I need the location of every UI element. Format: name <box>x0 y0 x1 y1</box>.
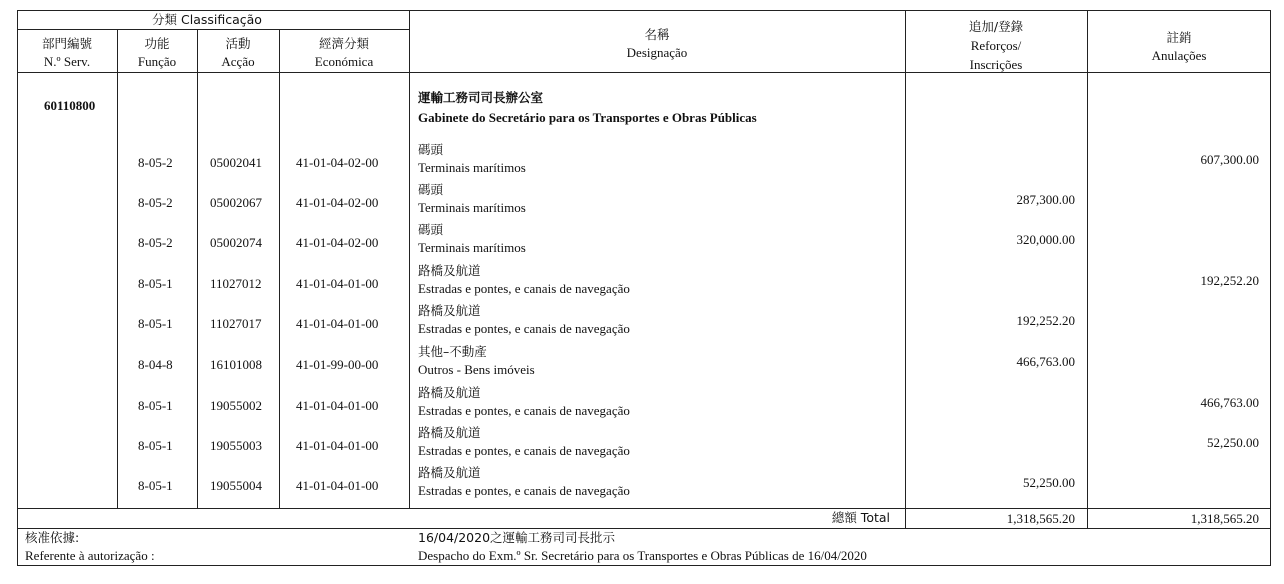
cell-annulment: 607,300.00 <box>1200 152 1259 167</box>
reinf-header-pt2: Inscrições <box>969 57 1023 72</box>
cell-economic: 41-01-04-02-00 <box>296 155 379 170</box>
cell-action: 19055002 <box>210 398 262 413</box>
cell-name-pt: Terminais marítimos <box>418 200 526 215</box>
cell-economic: 41-01-04-01-00 <box>296 398 379 413</box>
cell-action: 11027017 <box>210 316 262 331</box>
func-header-pt: Função <box>137 54 177 69</box>
cell-function: 8-05-1 <box>138 398 173 413</box>
cell-function: 8-05-2 <box>138 195 173 210</box>
cell-name-zh: 碼頭 <box>418 142 444 157</box>
cell-name-pt: Estradas e pontes, e canais de navegação <box>418 321 630 336</box>
cell-economic: 41-01-99-00-00 <box>296 357 379 372</box>
total-bottom-line <box>17 528 1271 529</box>
header-bottom-line <box>17 72 1271 73</box>
cell-annulment: 52,250.00 <box>1207 435 1259 450</box>
cell-reinforcement: 287,300.00 <box>1016 192 1075 207</box>
name-header-zh: 名稱 <box>644 27 670 42</box>
cell-economic: 41-01-04-02-00 <box>296 195 379 210</box>
cell-annulment: 192,252.20 <box>1200 273 1259 288</box>
cell-annulment: 466,763.00 <box>1200 395 1259 410</box>
budget-table <box>17 10 1271 566</box>
dept-header-zh: 部門編號 <box>41 36 92 51</box>
col-divider <box>279 29 280 508</box>
act-header-zh: 活動 <box>225 36 251 51</box>
func-header-zh: 功能 <box>144 36 170 51</box>
cell-name-zh: 路橋及航道 <box>418 465 481 480</box>
total-label: 總額 Total <box>831 510 890 525</box>
annul-header-zh: 註銷 <box>1166 30 1192 45</box>
dept-header-pt: N.º Serv. <box>43 54 91 69</box>
cell-economic: 41-01-04-01-00 <box>296 478 379 493</box>
cell-reinforcement: 320,000.00 <box>1016 232 1075 247</box>
annul-header-pt: Anulações <box>1151 48 1207 63</box>
cell-reinforcement: 52,250.00 <box>1023 475 1075 490</box>
cell-name-zh: 路橋及航道 <box>418 425 481 440</box>
cell-function: 8-05-2 <box>138 155 173 170</box>
name-header-pt: Designação <box>626 45 688 60</box>
total-annul: 1,318,565.20 <box>1190 511 1259 526</box>
cell-reinforcement: 192,252.20 <box>1016 313 1075 328</box>
auth-label-pt: Referente à autorização : <box>25 548 155 563</box>
header-divider <box>17 29 409 30</box>
cell-name-pt: Terminais marítimos <box>418 160 526 175</box>
auth-label-zh: 核准依據: <box>25 530 80 545</box>
col-divider <box>409 10 410 508</box>
cell-action: 05002041 <box>210 155 262 170</box>
cell-action: 05002074 <box>210 235 262 250</box>
col-divider <box>197 29 198 508</box>
cell-name-zh: 碼頭 <box>418 182 444 197</box>
cell-function: 8-05-1 <box>138 316 173 331</box>
cell-name-zh: 路橋及航道 <box>418 385 481 400</box>
reinf-header-zh: 追加/登錄 <box>968 19 1024 34</box>
cell-action: 19055004 <box>210 478 262 493</box>
dept-name-pt: Gabinete do Secretário para os Transportes e Obras Públicas <box>418 110 757 125</box>
cell-function: 8-04-8 <box>138 357 173 372</box>
eco-header-zh: 經濟分類 <box>318 36 369 51</box>
dept-code: 60110800 <box>44 98 96 113</box>
cell-action: 16101008 <box>210 357 262 372</box>
cell-economic: 41-01-04-02-00 <box>296 235 379 250</box>
cell-economic: 41-01-04-01-00 <box>296 276 379 291</box>
cell-function: 8-05-1 <box>138 478 173 493</box>
cell-name-zh: 路橋及航道 <box>418 303 481 318</box>
total-top-line <box>17 508 1271 509</box>
cell-economic: 41-01-04-01-00 <box>296 438 379 453</box>
cell-function: 8-05-1 <box>138 276 173 291</box>
act-header-pt: Acção <box>221 54 255 69</box>
classification-header: 分類 Classificação <box>152 12 262 27</box>
eco-header-pt: Económica <box>314 54 374 69</box>
cell-name-pt: Estradas e pontes, e canais de navegação <box>418 403 630 418</box>
col-divider <box>1087 10 1088 528</box>
cell-name-pt: Outros - Bens imóveis <box>418 362 535 377</box>
cell-economic: 41-01-04-01-00 <box>296 316 379 331</box>
col-divider <box>117 29 118 508</box>
auth-desc-zh: 16/04/2020之運輸工務司司長批示 <box>418 530 616 545</box>
cell-action: 05002067 <box>210 195 262 210</box>
cell-action: 19055003 <box>210 438 262 453</box>
cell-name-pt: Estradas e pontes, e canais de navegação <box>418 443 630 458</box>
cell-name-pt: Estradas e pontes, e canais de navegação <box>418 483 630 498</box>
cell-action: 11027012 <box>210 276 262 291</box>
dept-name-zh: 運輸工務司司長辦公室 <box>418 90 544 105</box>
col-divider <box>905 10 906 528</box>
cell-name-zh: 其他–不動產 <box>418 344 487 359</box>
cell-function: 8-05-2 <box>138 235 173 250</box>
reinf-header-pt1: Reforços/ <box>970 38 1022 53</box>
cell-name-pt: Terminais marítimos <box>418 240 526 255</box>
cell-name-pt: Estradas e pontes, e canais de navegação <box>418 281 630 296</box>
cell-reinforcement: 466,763.00 <box>1016 354 1075 369</box>
total-reinf: 1,318,565.20 <box>1006 511 1075 526</box>
auth-desc-pt: Despacho do Exm.º Sr. Secretário para os Transportes e Obras Públicas de 16/04/2020 <box>418 548 867 563</box>
cell-function: 8-05-1 <box>138 438 173 453</box>
cell-name-zh: 路橋及航道 <box>418 263 481 278</box>
cell-name-zh: 碼頭 <box>418 222 444 237</box>
